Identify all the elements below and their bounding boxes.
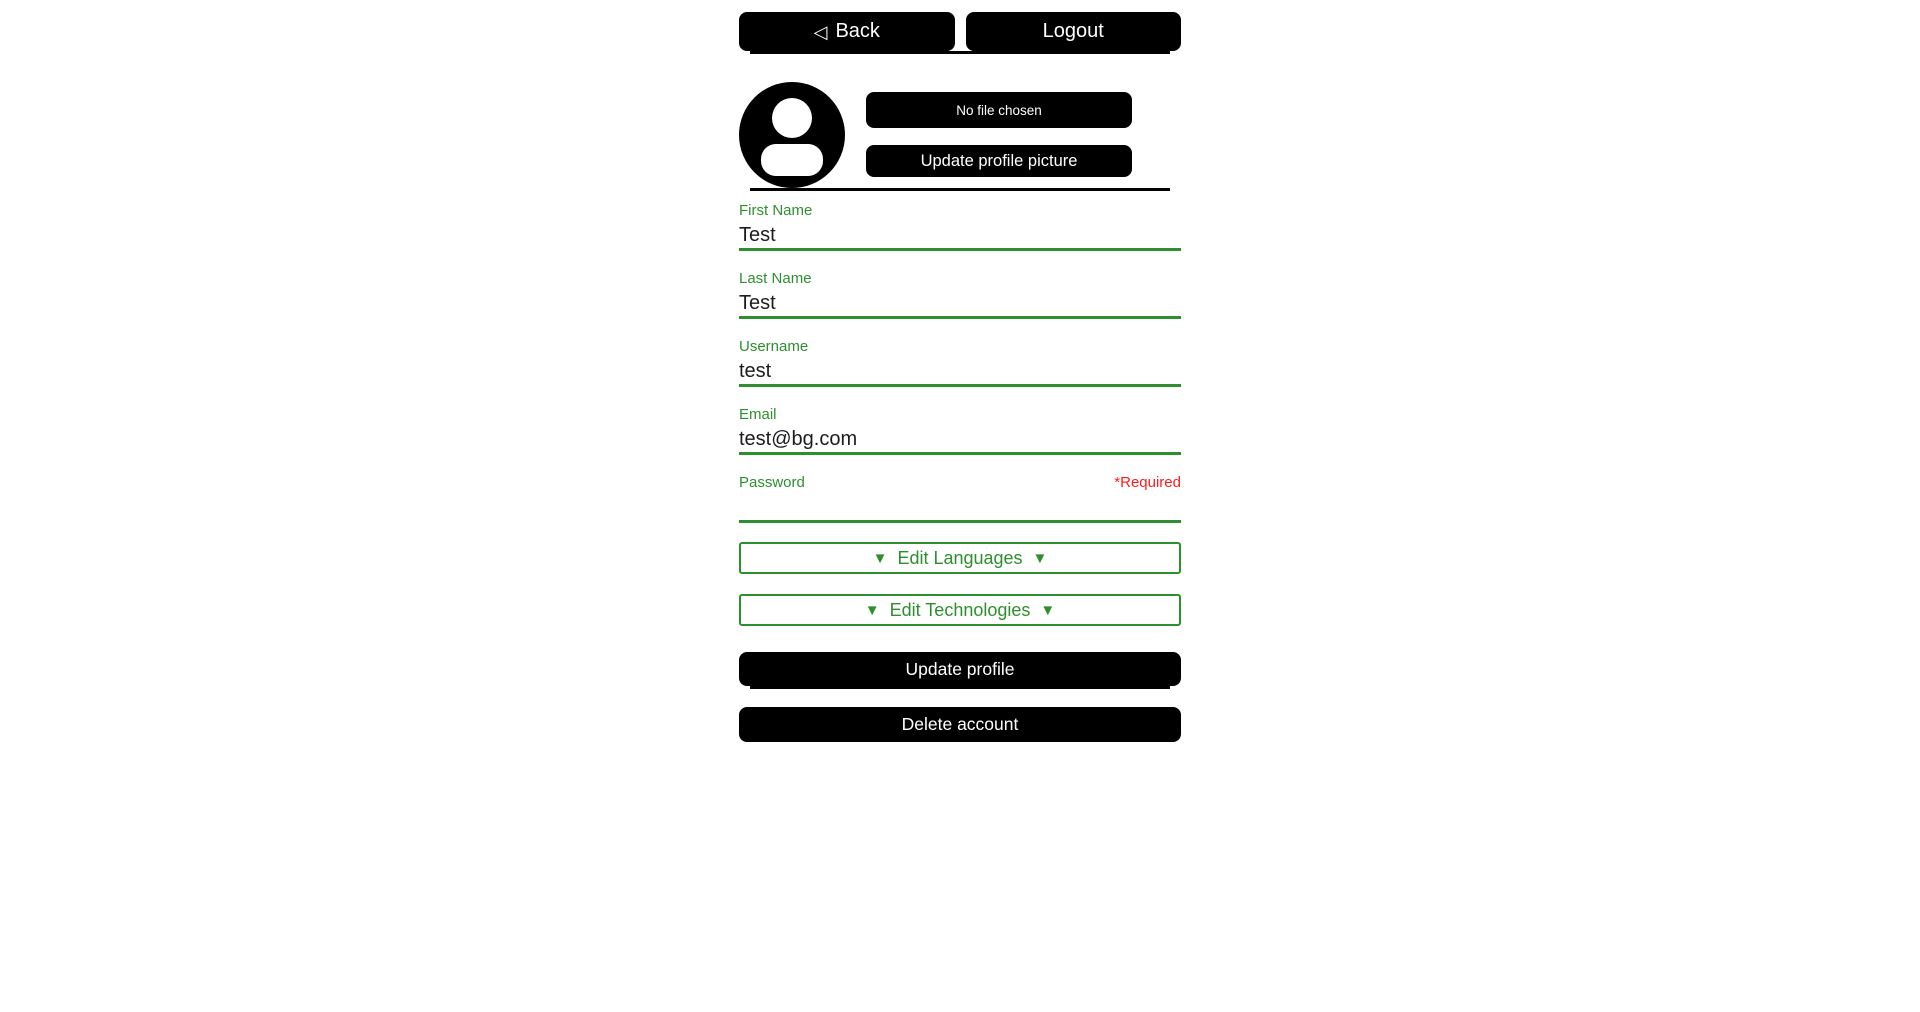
divider [750, 686, 1170, 689]
username-field [739, 338, 1181, 387]
file-input-status: No file chosen [956, 102, 1042, 118]
profile-picture-section [739, 82, 1181, 188]
password-input[interactable] [739, 495, 1181, 519]
update-picture-button[interactable] [866, 145, 1132, 177]
edit-languages-button[interactable] [739, 542, 1181, 574]
profile-page [739, 0, 1181, 742]
back-button-label: Back [835, 20, 880, 42]
email-field [739, 406, 1181, 455]
back-button[interactable] [739, 12, 955, 51]
back-arrow-icon: ◁ [813, 21, 828, 42]
email-label: Email [739, 406, 777, 423]
chevron-down-icon: ▼ [864, 601, 880, 619]
edit-technologies-button[interactable] [739, 594, 1181, 626]
file-input[interactable] [866, 92, 1132, 128]
last-name-field [739, 270, 1181, 319]
first-name-field [739, 202, 1181, 251]
top-bar [739, 12, 1181, 51]
last-name-label: Last Name [739, 270, 812, 287]
last-name-input[interactable] [739, 291, 1181, 315]
profile-form [739, 202, 1181, 686]
edit-technologies-label: Edit Technologies [889, 599, 1031, 620]
divider [750, 188, 1170, 191]
logout-button[interactable] [966, 12, 1182, 51]
update-profile-button[interactable] [739, 652, 1181, 686]
chevron-down-icon: ▼ [872, 549, 888, 567]
first-name-label: First Name [739, 202, 813, 219]
username-label: Username [739, 338, 809, 355]
account-circle-icon [739, 82, 845, 188]
divider [750, 51, 1170, 54]
delete-account-button[interactable] [739, 707, 1181, 742]
logout-button-label: Logout [1042, 20, 1104, 42]
update-picture-label: Update profile picture [920, 151, 1078, 170]
password-field [739, 474, 1181, 523]
chevron-down-icon: ▼ [1040, 601, 1056, 619]
update-profile-label: Update profile [905, 658, 1015, 679]
required-badge: *Required [1114, 474, 1181, 491]
password-label: Password [739, 474, 805, 491]
username-input[interactable] [739, 359, 1181, 383]
picture-controls [866, 92, 1132, 188]
email-input[interactable] [739, 427, 1181, 451]
first-name-input[interactable] [739, 223, 1181, 247]
edit-languages-label: Edit Languages [897, 547, 1023, 568]
chevron-down-icon: ▼ [1032, 549, 1048, 567]
delete-account-label: Delete account [901, 714, 1019, 734]
